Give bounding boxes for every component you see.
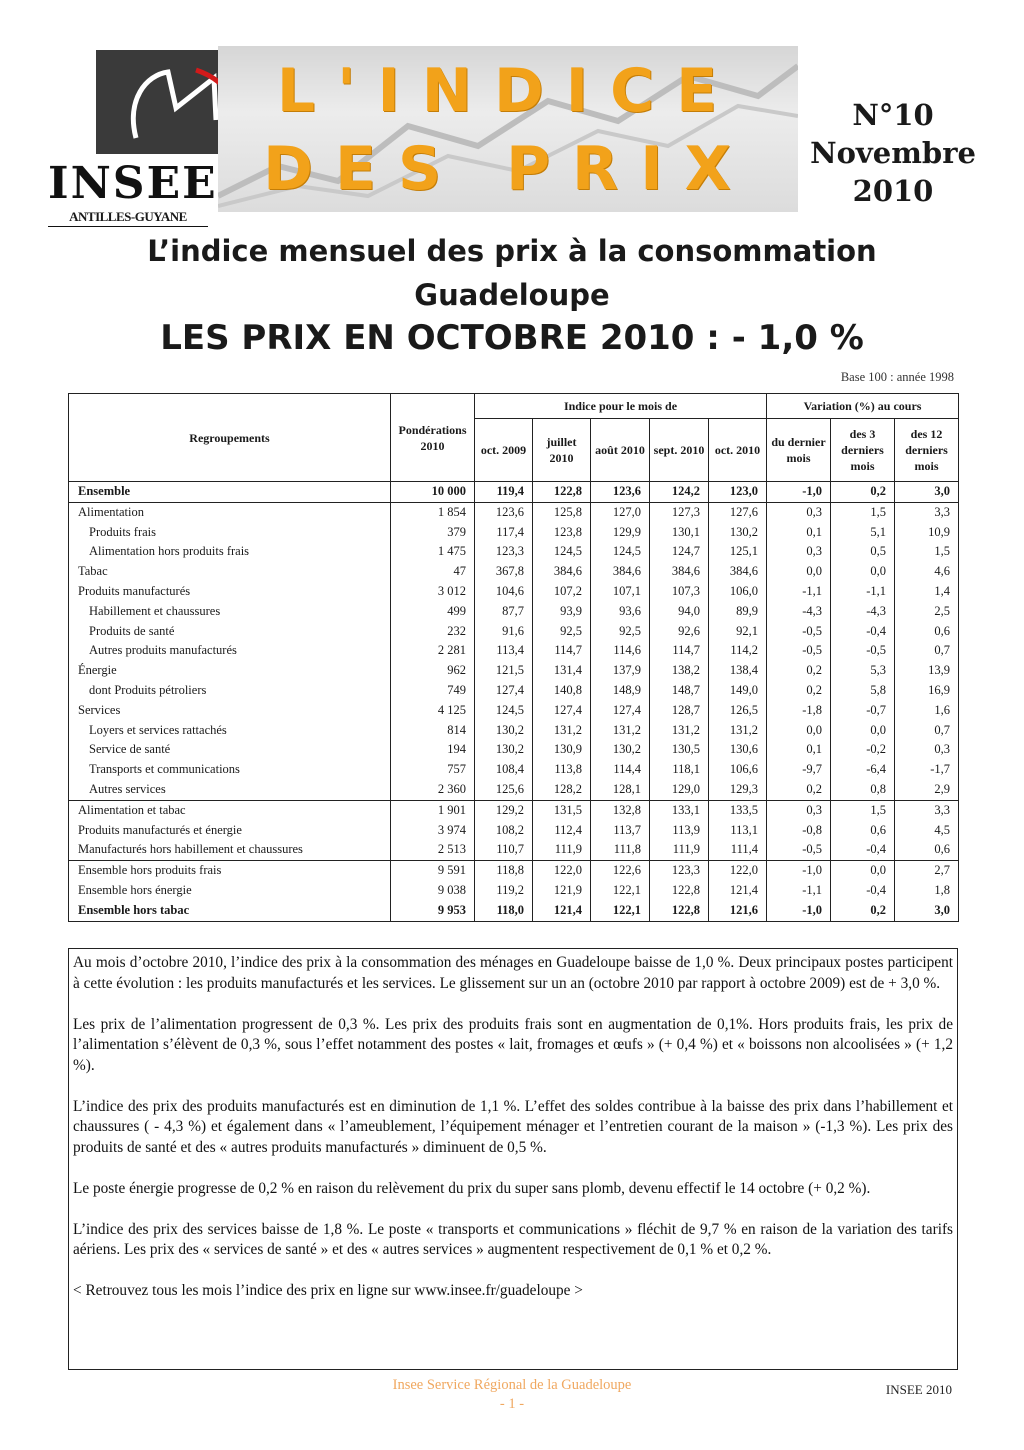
variation-cell: 0,6 bbox=[895, 840, 959, 860]
variation-cell: 0,2 bbox=[767, 681, 831, 701]
row-weight: 1 475 bbox=[391, 542, 475, 562]
index-cell: 123,6 bbox=[591, 482, 650, 503]
variation-cell: -4,3 bbox=[831, 602, 895, 622]
variation-cell: -1,7 bbox=[895, 760, 959, 780]
row-label: Produits manufacturés et énergie bbox=[69, 821, 391, 841]
row-weight: 9 038 bbox=[391, 881, 475, 901]
paragraph: Au mois d’octobre 2010, l’indice des prix à la consommation des ménages en Guadeloupe baisse de 1,0 %. Deux principaux postes participent à cette évolution : les produits manufacturés et les services. Le glissement sur un an (octobre 2010 par rapport à octobre 2009) est de + 3,0 %. bbox=[73, 954, 953, 992]
index-cell: 124,5 bbox=[475, 701, 533, 721]
index-cell: 111,4 bbox=[709, 840, 767, 860]
variation-cell: 2,7 bbox=[895, 861, 959, 881]
index-cell: 137,9 bbox=[591, 661, 650, 681]
index-cell: 108,2 bbox=[475, 821, 533, 841]
variation-cell: 0,3 bbox=[767, 502, 831, 522]
variation-cell: -0,4 bbox=[831, 881, 895, 901]
logo-name: INSEE bbox=[48, 158, 218, 209]
row-weight: 2 360 bbox=[391, 780, 475, 800]
index-cell: 111,9 bbox=[650, 840, 709, 860]
index-cell: 130,9 bbox=[533, 740, 591, 760]
row-label: Ensemble bbox=[69, 482, 391, 503]
index-cell: 121,6 bbox=[709, 901, 767, 921]
index-cell: 123,6 bbox=[475, 502, 533, 522]
index-cell: 111,9 bbox=[533, 840, 591, 860]
paragraph: Les prix de l’alimentation progressent de 0,3 %. Les prix des produits frais sont en augmentation de 0,1%. Hors produits frais, les prix de l’alimentation s’élèvent de 0,3 %, sous l’effet notamment des postes « lait, fromages et œufs » (+ 0,4 %) et « boissons non alcoolisées » (+ 1,2 %). bbox=[73, 1015, 953, 1074]
index-cell: 127,4 bbox=[533, 701, 591, 721]
index-cell: 117,4 bbox=[475, 523, 533, 543]
index-cell: 128,7 bbox=[650, 701, 709, 721]
index-cell: 140,8 bbox=[533, 681, 591, 701]
row-label: Produits manufacturés bbox=[69, 582, 391, 602]
index-cell: 108,4 bbox=[475, 760, 533, 780]
variation-cell: 0,2 bbox=[831, 901, 895, 921]
variation-cell: -0,4 bbox=[831, 622, 895, 642]
index-cell: 119,4 bbox=[475, 482, 533, 503]
table-row bbox=[69, 901, 959, 921]
header-indice-group: Indice pour le mois de bbox=[475, 394, 767, 419]
index-cell: 127,0 bbox=[591, 502, 650, 522]
index-cell: 93,9 bbox=[533, 602, 591, 622]
variation-cell: 5,3 bbox=[831, 661, 895, 681]
index-cell: 130,1 bbox=[650, 523, 709, 543]
variation-cell: 5,8 bbox=[831, 681, 895, 701]
variation-cell: 1,5 bbox=[895, 542, 959, 562]
header-month: sept. 2010 bbox=[650, 419, 709, 482]
row-label: Tabac bbox=[69, 562, 391, 582]
index-cell: 124,7 bbox=[650, 542, 709, 562]
index-cell: 123,3 bbox=[475, 542, 533, 562]
row-label: Produits de santé bbox=[69, 622, 391, 642]
variation-cell: -0,5 bbox=[831, 641, 895, 661]
insee-logo bbox=[48, 46, 218, 224]
index-cell: 130,6 bbox=[709, 740, 767, 760]
index-cell: 121,4 bbox=[709, 881, 767, 901]
table-row bbox=[69, 562, 959, 582]
table-row bbox=[69, 760, 959, 780]
row-label: Manufacturés hors habillement et chaussures bbox=[69, 840, 391, 860]
index-cell: 113,7 bbox=[591, 821, 650, 841]
table-row bbox=[69, 740, 959, 760]
index-cell: 121,9 bbox=[533, 881, 591, 901]
paragraph: Le poste énergie progresse de 0,2 % en raison du relèvement du prix du super sans plomb, devenu effectif le 14 octobre (+ 0,2 %). bbox=[73, 1179, 871, 1197]
index-cell: 129,9 bbox=[591, 523, 650, 543]
variation-cell: -9,7 bbox=[767, 760, 831, 780]
table-row bbox=[69, 881, 959, 901]
header-variation: des 12 derniers mois bbox=[895, 419, 959, 482]
table-row bbox=[69, 622, 959, 642]
table-row bbox=[69, 661, 959, 681]
variation-cell: 5,1 bbox=[831, 523, 895, 543]
issue-info bbox=[808, 96, 978, 210]
index-cell: 124,5 bbox=[533, 542, 591, 562]
issue-month: Novembre bbox=[810, 136, 976, 170]
index-cell: 130,2 bbox=[591, 740, 650, 760]
base-note: Base 100 : année 1998 bbox=[840, 370, 954, 384]
row-weight: 757 bbox=[391, 760, 475, 780]
logo-subtitle: ANTILLES-GUYANE bbox=[48, 209, 208, 227]
index-cell: 129,0 bbox=[650, 780, 709, 800]
row-weight: 232 bbox=[391, 622, 475, 642]
index-cell: 131,4 bbox=[533, 661, 591, 681]
index-cell: 106,6 bbox=[709, 760, 767, 780]
variation-cell: -4,3 bbox=[767, 602, 831, 622]
index-cell: 107,1 bbox=[591, 582, 650, 602]
index-cell: 92,1 bbox=[709, 622, 767, 642]
variation-cell: 0,7 bbox=[895, 721, 959, 741]
footer-organisation: Insee Service Régional de la Guadeloupe bbox=[392, 1377, 632, 1393]
variation-cell: -0,5 bbox=[767, 622, 831, 642]
index-cell: 113,1 bbox=[709, 821, 767, 841]
index-cell: 114,4 bbox=[591, 760, 650, 780]
variation-cell: 0,1 bbox=[767, 523, 831, 543]
header-variation: du dernier mois bbox=[767, 419, 831, 482]
table-row bbox=[69, 721, 959, 741]
variation-cell: -1,0 bbox=[767, 901, 831, 921]
index-cell: 121,5 bbox=[475, 661, 533, 681]
index-cell: 128,2 bbox=[533, 780, 591, 800]
price-index-table bbox=[68, 393, 959, 922]
index-cell: 122,1 bbox=[591, 881, 650, 901]
index-cell: 104,6 bbox=[475, 582, 533, 602]
variation-cell: 3,0 bbox=[895, 901, 959, 921]
table-row bbox=[69, 800, 959, 820]
paragraph: L’indice des prix des produits manufacturés est en diminution de 1,1 %. L’effet des soldes contribue à la baisse des prix dans l’habillement et chaussures ( - 4,3 %) et également dans « l’ameublement, l’équipement ménager et l’entretien courant de la maison » (-1,3 %). Les prix des produits de santé et des « autres produits manufacturés » diminuent de 0,5 %. bbox=[73, 1097, 953, 1156]
variation-cell: 0,8 bbox=[831, 780, 895, 800]
index-cell: 113,4 bbox=[475, 641, 533, 661]
variation-cell: 16,9 bbox=[895, 681, 959, 701]
index-cell: 124,2 bbox=[650, 482, 709, 503]
variation-cell: -1,1 bbox=[831, 582, 895, 602]
table-row bbox=[69, 840, 959, 860]
variation-cell: 0,1 bbox=[767, 740, 831, 760]
row-label: Énergie bbox=[69, 661, 391, 681]
index-cell: 92,5 bbox=[533, 622, 591, 642]
row-weight: 47 bbox=[391, 562, 475, 582]
index-cell: 94,0 bbox=[650, 602, 709, 622]
index-cell: 148,9 bbox=[591, 681, 650, 701]
index-cell: 131,2 bbox=[591, 721, 650, 741]
row-label: Autres services bbox=[69, 780, 391, 800]
page-number: - 1 - bbox=[499, 1396, 525, 1412]
row-label: Service de santé bbox=[69, 740, 391, 760]
row-weight: 9 591 bbox=[391, 861, 475, 881]
row-label: Transports et communications bbox=[69, 760, 391, 780]
table-row bbox=[69, 701, 959, 721]
variation-cell: -1,0 bbox=[767, 482, 831, 503]
variation-cell: 3,3 bbox=[895, 502, 959, 522]
row-weight: 2 281 bbox=[391, 641, 475, 661]
index-cell: 384,6 bbox=[709, 562, 767, 582]
index-cell: 129,3 bbox=[709, 780, 767, 800]
variation-cell: 0,3 bbox=[895, 740, 959, 760]
commentary-box bbox=[68, 948, 958, 1370]
index-cell: 122,8 bbox=[650, 881, 709, 901]
index-cell: 122,6 bbox=[591, 861, 650, 881]
index-cell: 118,8 bbox=[475, 861, 533, 881]
index-cell: 132,8 bbox=[591, 800, 650, 820]
variation-cell: 13,9 bbox=[895, 661, 959, 681]
index-cell: 93,6 bbox=[591, 602, 650, 622]
banner bbox=[218, 46, 798, 212]
table-row bbox=[69, 502, 959, 522]
index-cell: 124,5 bbox=[591, 542, 650, 562]
index-cell: 114,7 bbox=[533, 641, 591, 661]
variation-cell: -0,5 bbox=[767, 840, 831, 860]
row-label: Ensemble hors tabac bbox=[69, 901, 391, 921]
table-row bbox=[69, 582, 959, 602]
row-weight: 194 bbox=[391, 740, 475, 760]
index-cell: 111,8 bbox=[591, 840, 650, 860]
variation-cell: 0,0 bbox=[767, 562, 831, 582]
index-cell: 127,4 bbox=[591, 701, 650, 721]
variation-cell: 0,6 bbox=[831, 821, 895, 841]
header-ponderations: Pondérations 2010 bbox=[391, 394, 475, 482]
index-cell: 121,4 bbox=[533, 901, 591, 921]
index-cell: 112,4 bbox=[533, 821, 591, 841]
headline: LES PRIX EN OCTOBRE 2010 : - 1,0 % bbox=[160, 318, 864, 358]
variation-cell: -6,4 bbox=[831, 760, 895, 780]
variation-cell: -1,1 bbox=[767, 582, 831, 602]
row-label: Services bbox=[69, 701, 391, 721]
index-cell: 107,3 bbox=[650, 582, 709, 602]
index-cell: 384,6 bbox=[650, 562, 709, 582]
row-weight: 4 125 bbox=[391, 701, 475, 721]
index-cell: 133,1 bbox=[650, 800, 709, 820]
header-variation: des 3 derniers mois bbox=[831, 419, 895, 482]
index-cell: 130,2 bbox=[475, 721, 533, 741]
index-cell: 122,8 bbox=[533, 482, 591, 503]
index-cell: 123,8 bbox=[533, 523, 591, 543]
issue-year: 2010 bbox=[852, 174, 934, 208]
index-cell: 92,6 bbox=[650, 622, 709, 642]
table-row bbox=[69, 542, 959, 562]
row-weight: 499 bbox=[391, 602, 475, 622]
variation-cell: -0,5 bbox=[767, 641, 831, 661]
index-cell: 123,0 bbox=[709, 482, 767, 503]
index-cell: 122,8 bbox=[650, 901, 709, 921]
row-label: Loyers et services rattachés bbox=[69, 721, 391, 741]
variation-cell: 0,3 bbox=[767, 542, 831, 562]
index-cell: 384,6 bbox=[591, 562, 650, 582]
banner-line-1: L'INDICE bbox=[276, 56, 740, 126]
index-cell: 148,7 bbox=[650, 681, 709, 701]
banner-line-2: DES PRIX bbox=[263, 134, 753, 204]
variation-cell: 1,8 bbox=[895, 881, 959, 901]
table-row bbox=[69, 681, 959, 701]
index-cell: 113,8 bbox=[533, 760, 591, 780]
variation-cell: -1,1 bbox=[767, 881, 831, 901]
variation-cell: 1,6 bbox=[895, 701, 959, 721]
variation-cell: 4,6 bbox=[895, 562, 959, 582]
index-cell: 133,5 bbox=[709, 800, 767, 820]
variation-cell: -0,4 bbox=[831, 840, 895, 860]
paragraph: L’indice des prix des services baisse de 1,8 %. Le poste « transports et communications » fléchit de 9,7 % en raison de la variation des tarifs aériens. Les prix des « services de santé » et des « autres services » augmentent respectivement de 0,1 % et 0,2 %. bbox=[73, 1220, 953, 1258]
index-cell: 131,2 bbox=[709, 721, 767, 741]
index-cell: 131,2 bbox=[533, 721, 591, 741]
table-row bbox=[69, 821, 959, 841]
index-cell: 138,2 bbox=[650, 661, 709, 681]
index-cell: 118,0 bbox=[475, 901, 533, 921]
footer-center bbox=[0, 1376, 1024, 1414]
variation-cell: -1,0 bbox=[767, 861, 831, 881]
index-cell: 114,2 bbox=[709, 641, 767, 661]
index-cell: 122,1 bbox=[591, 901, 650, 921]
row-weight: 9 953 bbox=[391, 901, 475, 921]
table-row bbox=[69, 602, 959, 622]
row-weight: 1 901 bbox=[391, 800, 475, 820]
index-cell: 130,5 bbox=[650, 740, 709, 760]
variation-cell: 0,3 bbox=[767, 800, 831, 820]
page-subtitle: Guadeloupe bbox=[414, 278, 610, 312]
variation-cell: 0,0 bbox=[767, 721, 831, 741]
row-weight: 3 974 bbox=[391, 821, 475, 841]
row-label: Ensemble hors énergie bbox=[69, 881, 391, 901]
row-weight: 749 bbox=[391, 681, 475, 701]
index-cell: 113,9 bbox=[650, 821, 709, 841]
row-label: Alimentation bbox=[69, 502, 391, 522]
index-cell: 127,6 bbox=[709, 502, 767, 522]
index-cell: 87,7 bbox=[475, 602, 533, 622]
row-weight: 3 012 bbox=[391, 582, 475, 602]
variation-cell: 1,5 bbox=[831, 502, 895, 522]
index-cell: 128,1 bbox=[591, 780, 650, 800]
variation-cell: 1,5 bbox=[831, 800, 895, 820]
page-title: L’indice mensuel des prix à la consommation bbox=[147, 234, 877, 268]
index-cell: 131,2 bbox=[650, 721, 709, 741]
footer-copyright: INSEE 2010 bbox=[885, 1382, 952, 1397]
index-cell: 114,7 bbox=[650, 641, 709, 661]
index-cell: 106,0 bbox=[709, 582, 767, 602]
index-cell: 123,3 bbox=[650, 861, 709, 881]
header-month: oct. 2009 bbox=[475, 419, 533, 482]
variation-cell: 0,0 bbox=[831, 861, 895, 881]
row-weight: 379 bbox=[391, 523, 475, 543]
variation-cell: -0,8 bbox=[767, 821, 831, 841]
index-cell: 149,0 bbox=[709, 681, 767, 701]
index-cell: 125,6 bbox=[475, 780, 533, 800]
variation-cell: 0,7 bbox=[895, 641, 959, 661]
index-cell: 131,5 bbox=[533, 800, 591, 820]
table-row bbox=[69, 641, 959, 661]
index-cell: 92,5 bbox=[591, 622, 650, 642]
issue-number: N°10 bbox=[852, 98, 934, 132]
index-cell: 91,6 bbox=[475, 622, 533, 642]
index-cell: 384,6 bbox=[533, 562, 591, 582]
row-weight: 814 bbox=[391, 721, 475, 741]
index-cell: 119,2 bbox=[475, 881, 533, 901]
variation-cell: 0,0 bbox=[831, 721, 895, 741]
index-cell: 125,1 bbox=[709, 542, 767, 562]
variation-cell: 3,0 bbox=[895, 482, 959, 503]
variation-cell: 2,9 bbox=[895, 780, 959, 800]
index-cell: 129,2 bbox=[475, 800, 533, 820]
index-cell: 114,6 bbox=[591, 641, 650, 661]
variation-cell: 0,2 bbox=[831, 482, 895, 503]
header-month: août 2010 bbox=[591, 419, 650, 482]
variation-cell: 10,9 bbox=[895, 523, 959, 543]
website-link[interactable]: < Retrouvez tous les mois l’indice des prix en ligne sur www.insee.fr/guadeloupe > bbox=[73, 1282, 583, 1299]
index-cell: 107,2 bbox=[533, 582, 591, 602]
index-cell: 138,4 bbox=[709, 661, 767, 681]
header-month: oct. 2010 bbox=[709, 419, 767, 482]
index-cell: 367,8 bbox=[475, 562, 533, 582]
index-cell: 130,2 bbox=[475, 740, 533, 760]
variation-cell: 0,2 bbox=[767, 780, 831, 800]
index-cell: 89,9 bbox=[709, 602, 767, 622]
table-row bbox=[69, 861, 959, 881]
variation-cell: 1,4 bbox=[895, 582, 959, 602]
index-cell: 122,0 bbox=[709, 861, 767, 881]
header-variation-group: Variation (%) au cours bbox=[767, 394, 959, 419]
row-weight: 10 000 bbox=[391, 482, 475, 503]
row-label: Produits frais bbox=[69, 523, 391, 543]
row-label: Alimentation et tabac bbox=[69, 800, 391, 820]
row-label: dont Produits pétroliers bbox=[69, 681, 391, 701]
index-cell: 125,8 bbox=[533, 502, 591, 522]
table-row bbox=[69, 482, 959, 503]
variation-cell: 4,5 bbox=[895, 821, 959, 841]
index-cell: 110,7 bbox=[475, 840, 533, 860]
variation-cell: -1,8 bbox=[767, 701, 831, 721]
row-label: Autres produits manufacturés bbox=[69, 641, 391, 661]
row-label: Ensemble hors produits frais bbox=[69, 861, 391, 881]
row-weight: 1 854 bbox=[391, 502, 475, 522]
variation-cell: 0,6 bbox=[895, 622, 959, 642]
index-cell: 127,3 bbox=[650, 502, 709, 522]
variation-cell: 3,3 bbox=[895, 800, 959, 820]
variation-cell: -0,2 bbox=[831, 740, 895, 760]
row-weight: 2 513 bbox=[391, 840, 475, 860]
index-cell: 127,4 bbox=[475, 681, 533, 701]
variation-cell: 0,5 bbox=[831, 542, 895, 562]
table-row bbox=[69, 780, 959, 800]
index-cell: 118,1 bbox=[650, 760, 709, 780]
header-regroupements: Regroupements bbox=[69, 394, 391, 482]
variation-cell: 0,2 bbox=[767, 661, 831, 681]
table-row bbox=[69, 523, 959, 543]
index-cell: 126,5 bbox=[709, 701, 767, 721]
variation-cell: 2,5 bbox=[895, 602, 959, 622]
header-month: juillet 2010 bbox=[533, 419, 591, 482]
index-cell: 130,2 bbox=[709, 523, 767, 543]
index-cell: 122,0 bbox=[533, 861, 591, 881]
row-label: Alimentation hors produits frais bbox=[69, 542, 391, 562]
row-weight: 962 bbox=[391, 661, 475, 681]
variation-cell: -0,7 bbox=[831, 701, 895, 721]
row-label: Habillement et chaussures bbox=[69, 602, 391, 622]
variation-cell: 0,0 bbox=[831, 562, 895, 582]
